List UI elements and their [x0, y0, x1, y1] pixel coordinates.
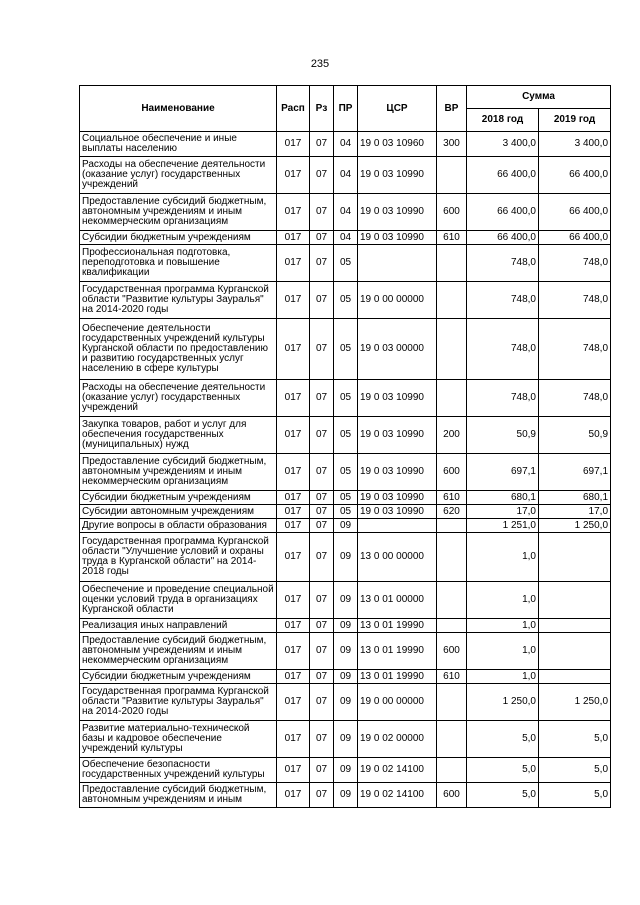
row-vr: [437, 319, 467, 380]
row-rasp: 017: [277, 684, 310, 721]
row-rz: 07: [310, 519, 334, 533]
row-rz: 07: [310, 157, 334, 194]
row-csr: 13 0 00 00000: [358, 533, 437, 582]
row-sum-2018: 697,1: [467, 454, 539, 491]
row-sum-2018: 5,0: [467, 758, 539, 783]
header-sum: Сумма: [467, 86, 611, 109]
row-sum-2019: 748,0: [539, 282, 611, 319]
row-pr: 09: [334, 633, 358, 670]
table-row: [80, 132, 611, 157]
row-rz: 07: [310, 454, 334, 491]
row-vr: 300: [437, 132, 467, 157]
row-pr: 05: [334, 380, 358, 417]
row-vr: 600: [437, 783, 467, 808]
row-sum-2018: 1 250,0: [467, 684, 539, 721]
row-rasp: 017: [277, 319, 310, 380]
row-pr: 09: [334, 684, 358, 721]
row-sum-2018: 66 400,0: [467, 231, 539, 245]
row-rasp: 017: [277, 282, 310, 319]
row-rz: 07: [310, 380, 334, 417]
row-rasp: 017: [277, 380, 310, 417]
row-pr: 09: [334, 619, 358, 633]
row-pr: 09: [334, 758, 358, 783]
row-name: Реализация иных направлений: [80, 619, 277, 633]
row-rz: 07: [310, 783, 334, 808]
table-row: [80, 783, 611, 808]
row-name: Государственная программа Курганской области "Развитие культуры Зауралья" на 2014-2020 годы: [80, 684, 277, 721]
row-sum-2018: 748,0: [467, 319, 539, 380]
row-csr: 19 0 02 14100: [358, 758, 437, 783]
table-body: [80, 132, 611, 808]
row-csr: 19 0 03 00000: [358, 319, 437, 380]
row-name: Другие вопросы в области образования: [80, 519, 277, 533]
table-row: [80, 758, 611, 783]
row-csr: 19 0 02 00000: [358, 721, 437, 758]
row-vr: 200: [437, 417, 467, 454]
row-vr: [437, 721, 467, 758]
row-name: Социальное обеспечение и иные выплаты населению: [80, 132, 277, 157]
row-sum-2019: [539, 670, 611, 684]
table-row: [80, 684, 611, 721]
row-sum-2018: 1 251,0: [467, 519, 539, 533]
row-sum-2018: 1,0: [467, 670, 539, 684]
row-rz: 07: [310, 619, 334, 633]
row-sum-2018: 1,0: [467, 533, 539, 582]
row-sum-2018: 66 400,0: [467, 157, 539, 194]
row-vr: 610: [437, 231, 467, 245]
row-rasp: 017: [277, 519, 310, 533]
row-vr: [437, 245, 467, 282]
table-row: [80, 282, 611, 319]
row-csr: 13 0 01 19990: [358, 633, 437, 670]
table-row: [80, 380, 611, 417]
row-name: Предоставление субсидий бюджетным, автономным учреждениям и иным некоммерческим организациям: [80, 194, 277, 231]
row-sum-2019: 5,0: [539, 721, 611, 758]
row-name: Расходы на обеспечение деятельности (оказание услуг) государственных учреждений: [80, 157, 277, 194]
row-sum-2018: 17,0: [467, 505, 539, 519]
row-name: Закупка товаров, работ и услуг для обеспечения государственных (муниципальных) нужд: [80, 417, 277, 454]
row-pr: 05: [334, 319, 358, 380]
row-rz: 07: [310, 245, 334, 282]
row-sum-2018: 748,0: [467, 282, 539, 319]
row-sum-2019: 680,1: [539, 491, 611, 505]
row-sum-2019: 748,0: [539, 319, 611, 380]
row-sum-2019: 66 400,0: [539, 157, 611, 194]
row-rz: 07: [310, 282, 334, 319]
row-rasp: 017: [277, 619, 310, 633]
table-row: [80, 633, 611, 670]
header-vr: ВР: [437, 86, 467, 132]
row-pr: 05: [334, 505, 358, 519]
row-csr: 19 0 03 10990: [358, 194, 437, 231]
row-csr: 19 0 02 14100: [358, 783, 437, 808]
row-vr: 600: [437, 454, 467, 491]
header-row-top: [80, 86, 611, 109]
row-rz: 07: [310, 582, 334, 619]
row-rasp: 017: [277, 758, 310, 783]
row-rz: 07: [310, 721, 334, 758]
row-sum-2019: 697,1: [539, 454, 611, 491]
row-rz: 07: [310, 633, 334, 670]
header-pr: ПР: [334, 86, 358, 132]
row-vr: 610: [437, 491, 467, 505]
row-rasp: 017: [277, 245, 310, 282]
row-sum-2018: 680,1: [467, 491, 539, 505]
table-row: [80, 505, 611, 519]
row-pr: 05: [334, 282, 358, 319]
row-vr: [437, 533, 467, 582]
row-rasp: 017: [277, 454, 310, 491]
row-vr: [437, 582, 467, 619]
row-vr: 600: [437, 194, 467, 231]
row-sum-2019: 17,0: [539, 505, 611, 519]
row-name: Развитие материально-технической базы и кадровое обеспечение учреждений культуры: [80, 721, 277, 758]
row-sum-2018: 3 400,0: [467, 132, 539, 157]
row-pr: 09: [334, 783, 358, 808]
row-name: Расходы на обеспечение деятельности (оказание услуг) государственных учреждений: [80, 380, 277, 417]
budget-table: [79, 85, 611, 808]
row-vr: [437, 758, 467, 783]
row-vr: [437, 282, 467, 319]
row-rz: 07: [310, 758, 334, 783]
row-pr: 05: [334, 245, 358, 282]
row-csr: 19 0 00 00000: [358, 684, 437, 721]
row-pr: 09: [334, 519, 358, 533]
row-rz: 07: [310, 132, 334, 157]
row-sum-2019: [539, 633, 611, 670]
page-number: 235: [310, 58, 330, 70]
header-name: Наименование: [80, 86, 277, 132]
row-name: Субсидии бюджетным учреждениям: [80, 231, 277, 245]
row-csr: [358, 245, 437, 282]
row-name: Государственная программа Курганской области "Улучшение условий и охраны труда в Курганской области" на 2014-2018 годы: [80, 533, 277, 582]
row-rasp: 017: [277, 505, 310, 519]
row-rz: 07: [310, 491, 334, 505]
row-rasp: 017: [277, 231, 310, 245]
row-pr: 05: [334, 454, 358, 491]
row-pr: 09: [334, 533, 358, 582]
row-vr: [437, 380, 467, 417]
table-row: [80, 157, 611, 194]
row-sum-2019: 5,0: [539, 783, 611, 808]
row-sum-2018: 50,9: [467, 417, 539, 454]
row-rasp: 017: [277, 491, 310, 505]
row-csr: 19 0 03 10960: [358, 132, 437, 157]
row-rz: 07: [310, 533, 334, 582]
row-sum-2019: 66 400,0: [539, 231, 611, 245]
row-name: Предоставление субсидий бюджетным, автономным учреждениям и иным некоммерческим организациям: [80, 633, 277, 670]
row-name: Обеспечение деятельности государственных учреждений культуры Курганской области по предоставлению и развитию государственных услуг населению в сфере культуры: [80, 319, 277, 380]
row-pr: 05: [334, 417, 358, 454]
row-sum-2019: 5,0: [539, 758, 611, 783]
row-rz: 07: [310, 670, 334, 684]
table-row: [80, 454, 611, 491]
row-sum-2018: 5,0: [467, 721, 539, 758]
row-rasp: 017: [277, 670, 310, 684]
row-sum-2019: 748,0: [539, 245, 611, 282]
row-csr: 13 0 01 00000: [358, 582, 437, 619]
row-csr: 19 0 03 10990: [358, 157, 437, 194]
row-csr: 19 0 03 10990: [358, 380, 437, 417]
row-rz: 07: [310, 319, 334, 380]
table-row: [80, 231, 611, 245]
row-sum-2018: 5,0: [467, 783, 539, 808]
header-rz: Рз: [310, 86, 334, 132]
table-row: [80, 721, 611, 758]
row-vr: [437, 157, 467, 194]
row-pr: 09: [334, 670, 358, 684]
row-sum-2019: [539, 619, 611, 633]
row-name: Профессиональная подготовка, переподготовка и повышение квалификации: [80, 245, 277, 282]
row-name: Обеспечение и проведение специальной оценки условий труда в организациях Курганской области: [80, 582, 277, 619]
row-vr: 600: [437, 633, 467, 670]
row-sum-2018: 1,0: [467, 633, 539, 670]
row-csr: 13 0 01 19990: [358, 619, 437, 633]
row-csr: 19 0 03 10990: [358, 417, 437, 454]
row-sum-2018: 748,0: [467, 245, 539, 282]
row-csr: 19 0 03 10990: [358, 454, 437, 491]
row-rasp: 017: [277, 132, 310, 157]
row-pr: 04: [334, 132, 358, 157]
row-pr: 04: [334, 231, 358, 245]
row-rz: 07: [310, 505, 334, 519]
table-row: [80, 533, 611, 582]
row-rasp: 017: [277, 194, 310, 231]
row-pr: 09: [334, 721, 358, 758]
row-name: Предоставление субсидий бюджетным, автономным учреждениям и иным некоммерческим организациям: [80, 454, 277, 491]
table-row: [80, 319, 611, 380]
row-rasp: 017: [277, 633, 310, 670]
row-name: Государственная программа Курганской области "Развитие культуры Зауралья" на 2014-2020 годы: [80, 282, 277, 319]
row-csr: 19 0 03 10990: [358, 505, 437, 519]
row-name: Субсидии автономным учреждениям: [80, 505, 277, 519]
row-pr: 04: [334, 157, 358, 194]
row-rz: 07: [310, 684, 334, 721]
row-vr: 620: [437, 505, 467, 519]
row-csr: 19 0 03 10990: [358, 491, 437, 505]
table-row: [80, 194, 611, 231]
row-rasp: 017: [277, 157, 310, 194]
row-name: Субсидии бюджетным учреждениям: [80, 491, 277, 505]
row-pr: 04: [334, 194, 358, 231]
table-row: [80, 417, 611, 454]
row-rasp: 017: [277, 721, 310, 758]
header-rasp: Расп: [277, 86, 310, 132]
row-sum-2019: [539, 533, 611, 582]
row-sum-2018: 1,0: [467, 619, 539, 633]
row-pr: 05: [334, 491, 358, 505]
row-sum-2019: 3 400,0: [539, 132, 611, 157]
row-rz: 07: [310, 231, 334, 245]
header-csr: ЦСР: [358, 86, 437, 132]
row-csr: [358, 519, 437, 533]
row-vr: [437, 619, 467, 633]
row-rasp: 017: [277, 783, 310, 808]
row-sum-2018: 748,0: [467, 380, 539, 417]
row-csr: 19 0 00 00000: [358, 282, 437, 319]
row-vr: [437, 519, 467, 533]
row-sum-2019: 50,9: [539, 417, 611, 454]
row-rz: 07: [310, 194, 334, 231]
row-sum-2019: 1 250,0: [539, 519, 611, 533]
row-rasp: 017: [277, 582, 310, 619]
header-2018: 2018 год: [467, 109, 539, 132]
row-rz: 07: [310, 417, 334, 454]
row-pr: 09: [334, 582, 358, 619]
row-name: Обеспечение безопасности государственных учреждений культуры: [80, 758, 277, 783]
row-sum-2018: 66 400,0: [467, 194, 539, 231]
table-row: [80, 582, 611, 619]
row-name: Субсидии бюджетным учреждениям: [80, 670, 277, 684]
row-csr: 13 0 01 19990: [358, 670, 437, 684]
table-row: [80, 491, 611, 505]
row-sum-2019: [539, 582, 611, 619]
row-rasp: 017: [277, 417, 310, 454]
table-row: [80, 519, 611, 533]
row-sum-2019: 66 400,0: [539, 194, 611, 231]
table-row: [80, 245, 611, 282]
row-sum-2019: 1 250,0: [539, 684, 611, 721]
row-csr: 19 0 03 10990: [358, 231, 437, 245]
row-name: Предоставление субсидий бюджетным, автономным учреждениям и иным: [80, 783, 277, 808]
table-row: [80, 670, 611, 684]
header-2019: 2019 год: [539, 109, 611, 132]
row-sum-2018: 1,0: [467, 582, 539, 619]
row-vr: 610: [437, 670, 467, 684]
row-sum-2019: 748,0: [539, 380, 611, 417]
row-vr: [437, 684, 467, 721]
row-rasp: 017: [277, 533, 310, 582]
table-row: [80, 619, 611, 633]
